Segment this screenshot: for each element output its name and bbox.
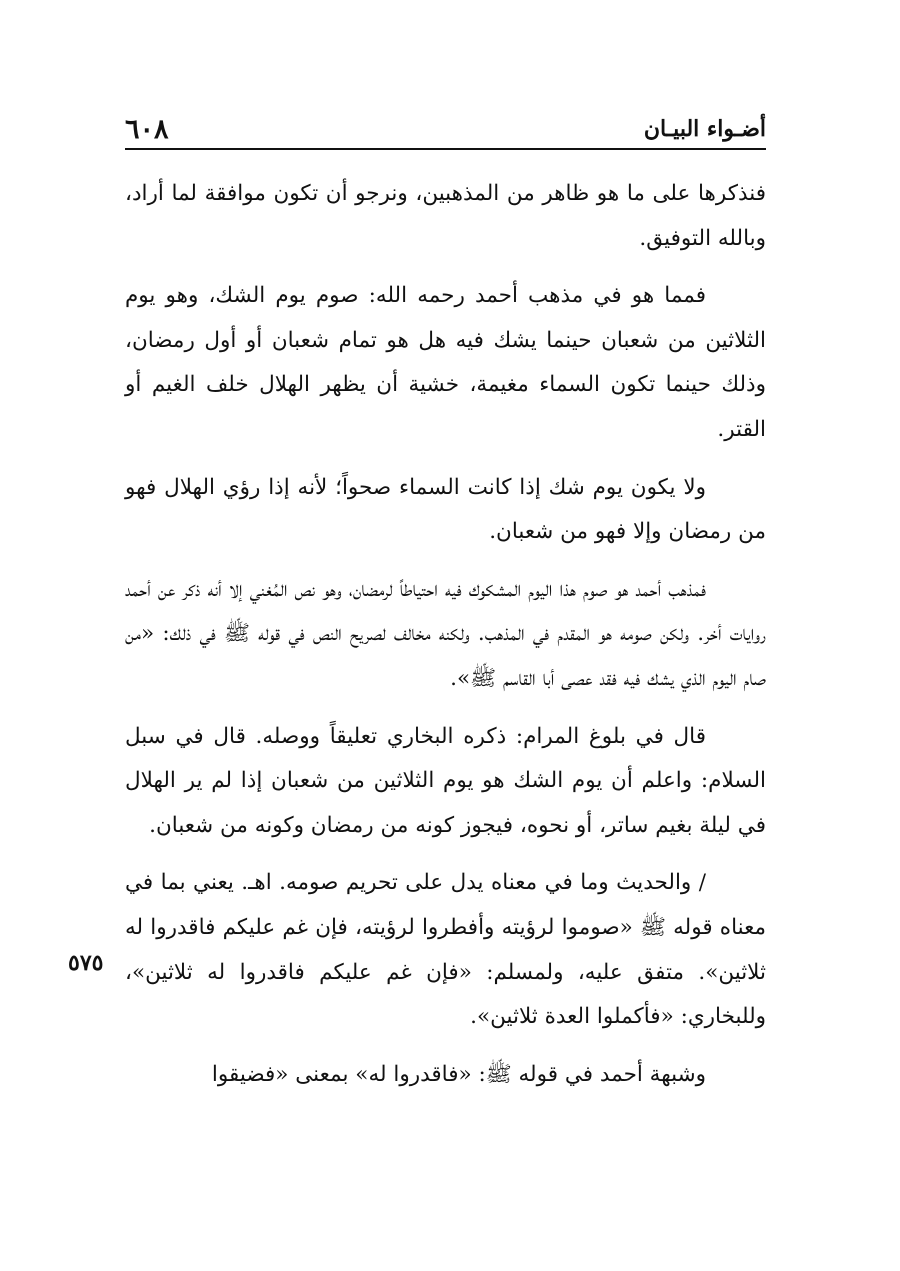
paragraph-2: فمما هو في مذهب أحمد رحمه الله: صوم يوم الشك، وهو يوم الثلاثين من شعبان حينما يشك فيه هل هو تمام شعبان أو أول رمضان، وذلك حينما تكون السماء مغيمة، خشية أن يظهر الهلال خلف الغيم أو القتر. xyxy=(125,283,766,442)
paragraph-1: فنذكرها على ما هو ظاهر من المذهبين، ونرجو أن تكون موافقة لما أراد، وبالله التوفيق. xyxy=(125,181,766,251)
paragraph-6: / والحديث وما في معناه يدل على تحريم صومه. اهـ. يعني بما في معناه قوله ﷺ «صوموا لرؤيته وأفطروا لرؤيته، فإن غم عليكم فاقدروا له ثلاثين». متفق عليه، ولمسلم: «فإن غم عليكم فاقدروا له ثلاثين»، وللبخاري: «فأكملوا العدة ثلاثين». xyxy=(125,870,766,1030)
paragraph-7: وشبهة أحمد في قوله ﷺ: «فاقدروا له» بمعنى «فضيقوا xyxy=(211,1061,706,1087)
page-header xyxy=(125,112,766,150)
margin-page-reference: ٥٧٥ xyxy=(68,950,104,976)
paragraph-3: ولا يكون يوم شك إذا كانت السماء صحواً؛ لأنه إذا رؤي الهلال فهو من رمضان وإلا فهو من شعبان. xyxy=(125,474,766,545)
page-body xyxy=(125,172,766,1110)
running-title: أضـواء البيـان xyxy=(643,116,766,142)
page-number: ٦٠٨ xyxy=(125,114,169,145)
paragraph-4: فمذهب أحمد هو صوم هذا اليوم المشكوك فيه احتياطاً لرمضان، وهو نص المُغني إلا أنه ذكر عن أحمد روايات أخر. ولكن صومه هو المقدم في المذهب. ولكنه مخالف لصريح النص في قوله ﷺ في ذلك: «من صام اليوم الذي يشك فيه فقد عصى أبا القاسم ﷺ». xyxy=(125,576,766,691)
paragraph-5: قال في بلوغ المرام: ذكره البخاري تعليقاً ووصله. قال في سبل السلام: واعلم أن يوم الشك هو يوم الثلاثين من شعبان إذا لم ير الهلال في ليلة بغيم ساتر، أو نحوه، فيجوز كونه من رمضان وكونه من شعبان. xyxy=(125,723,766,838)
